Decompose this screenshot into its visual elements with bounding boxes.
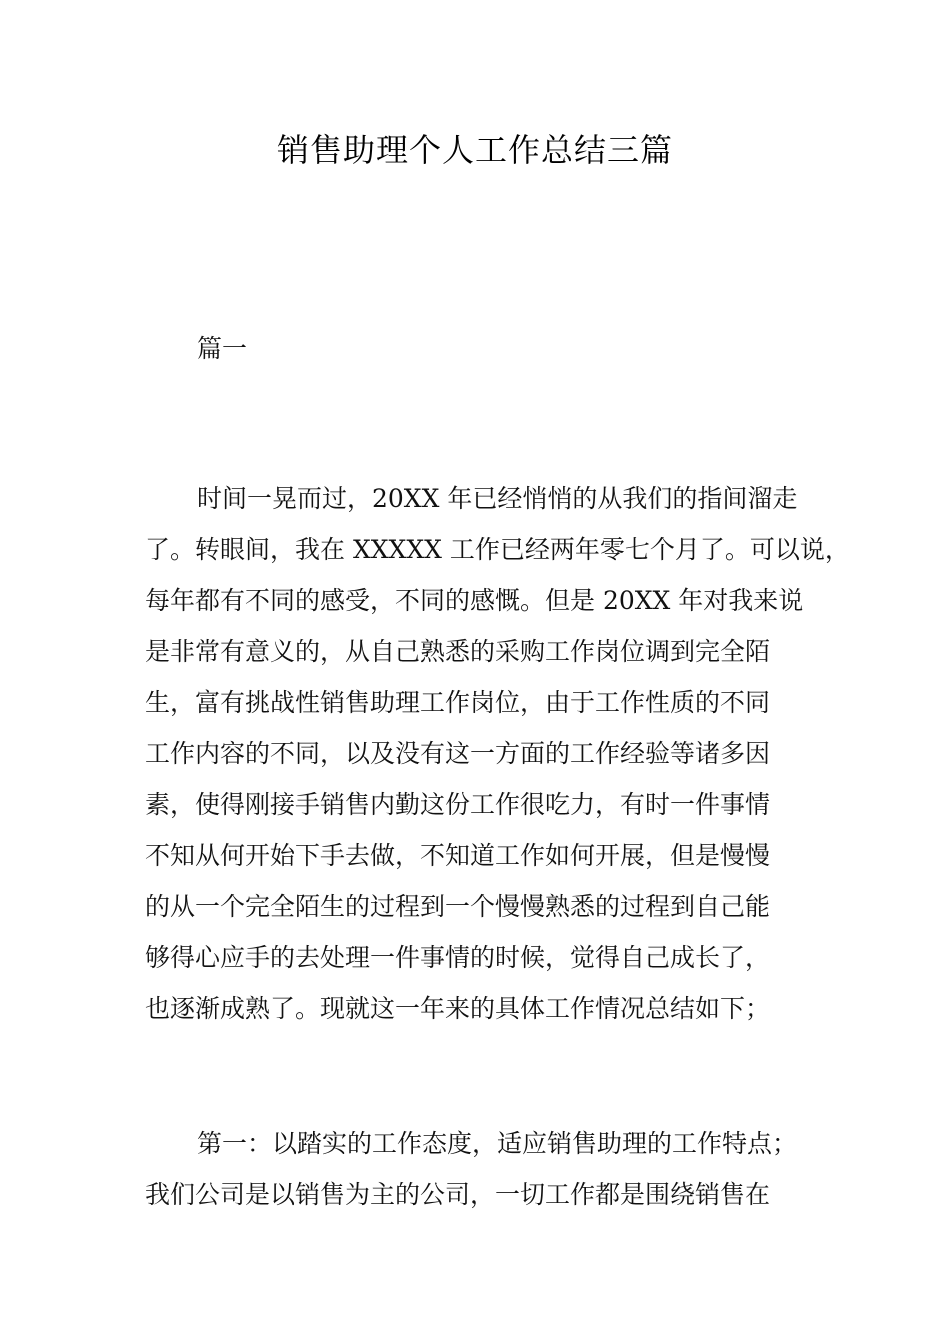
- paragraph-line: 工作内容的不同，以及没有这一方面的工作经验等诸多因: [145, 739, 771, 768]
- paragraph-line: 的从一个完全陌生的过程到一个慢慢熟悉的过程到自己能: [145, 892, 771, 921]
- document-title: 销售助理个人工作总结三篇: [276, 131, 673, 169]
- paragraph-line: 是非常有意义的，从自己熟悉的采购工作岗位调到完全陌: [145, 637, 771, 666]
- paragraph-line: 我们公司是以销售为主的公司，一切工作都是围绕销售在: [145, 1180, 771, 1209]
- paragraph-line: 时间一晃而过，20XX 年已经悄悄的从我们的指间溜走: [197, 484, 798, 513]
- paragraph-line: 够得心应手的去处理一件事情的时候，觉得自己成长了，: [145, 943, 771, 972]
- paragraph-line: 第一：以踏实的工作态度，适应销售助理的工作特点；: [197, 1129, 798, 1158]
- paragraph-line: 生，富有挑战性销售助理工作岗位，由于工作性质的不同: [145, 688, 771, 717]
- paragraph-1: [145, 473, 850, 1034]
- paragraph-line: 也逐渐成熟了。现就这一年来的具体工作情况总结如下；: [145, 994, 771, 1023]
- paragraph-2: [145, 1118, 835, 1220]
- section-label: 篇一: [197, 334, 248, 363]
- paragraph-line: 了。转眼间，我在 XXXXX 工作已经两年零七个月了。可以说，: [145, 535, 850, 564]
- paragraph-line: 素，使得刚接手销售内勤这份工作很吃力，有时一件事情: [145, 790, 771, 819]
- paragraph-line: 不知从何开始下手去做，不知道工作如何开展，但是慢慢: [145, 841, 771, 870]
- paragraph-line: 每年都有不同的感受，不同的感慨。但是 20XX 年对我来说: [145, 586, 804, 615]
